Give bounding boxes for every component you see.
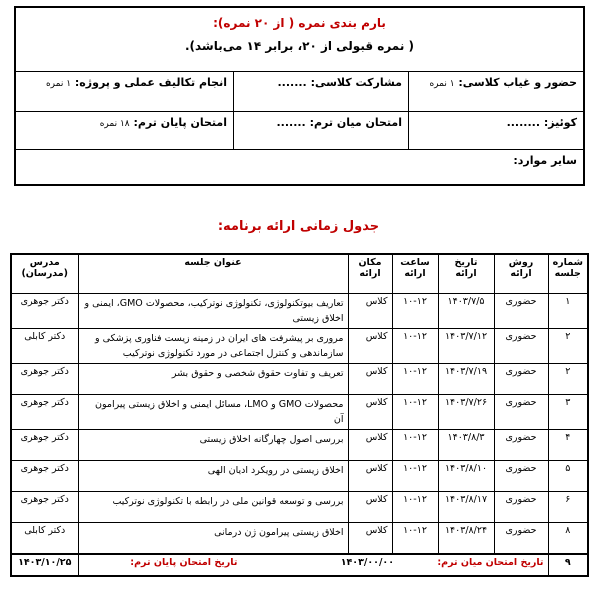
delivery-method: حضوری [494, 329, 548, 364]
final-date-label: تاریخ امتحان پایان ترم: [130, 557, 238, 568]
session-teacher: دکتر کابلی [11, 523, 78, 555]
col-header-teacher: مدرس (مدرسان) [11, 254, 78, 294]
schedule-table [10, 253, 589, 577]
session-date: ۱۴۰۳/۷/۱۹ [438, 364, 494, 395]
schedule-title: جدول زمانی ارائه برنامه: [217, 219, 380, 234]
session-title: بررسی اصول چهارگانه اخلاق زیستی [78, 430, 348, 461]
midterm-cell [233, 112, 408, 149]
grading-row-3 [16, 150, 583, 184]
assignments-value: ۱ نمره [45, 79, 72, 89]
session-teacher: دکتر جوهری [11, 430, 78, 461]
col-header-date: تاریخ ارائه [438, 254, 494, 294]
participation-cell [233, 72, 408, 111]
session-number: ۵ [548, 461, 588, 492]
session-time: ۱۰-۱۲ [392, 329, 438, 364]
table-row [11, 523, 588, 555]
final-value: ۱۸ نمره [99, 119, 130, 129]
final-cell [16, 112, 233, 149]
midterm-label: امتحان میان ترم: ....... [276, 116, 402, 129]
session-time: ۱۰-۱۲ [392, 523, 438, 555]
table-row [11, 395, 588, 430]
session-place: کلاس [348, 461, 392, 492]
delivery-method: حضوری [494, 395, 548, 430]
session-teacher: دکتر جوهری [11, 364, 78, 395]
session-teacher: دکتر جوهری [11, 294, 78, 329]
session-place: کلاس [348, 329, 392, 364]
table-row [11, 461, 588, 492]
assignments-cell [16, 72, 233, 111]
table-row [11, 364, 588, 395]
other-label: سایر موارد: [513, 154, 577, 167]
session-time: ۱۰-۱۲ [392, 395, 438, 430]
session-title: محصولات GMO و LMO، مسائل ایمنی و اخلاق زیستی پیرامون آن [78, 395, 348, 430]
midterm-date-label: تاریخ امتحان میان ترم: [437, 557, 544, 568]
delivery-method: حضوری [494, 294, 548, 329]
session-date: ۱۴۰۳/۸/۱۷ [438, 492, 494, 523]
session-time: ۱۰-۱۲ [392, 364, 438, 395]
session-title: بررسی و توسعه قوانین ملی در رابطه با تکنولوژی نوترکیب [78, 492, 348, 523]
session-title: اخلاق زیستی در رویکرد ادیان الهی [78, 461, 348, 492]
session-place: کلاس [348, 364, 392, 395]
table-row [11, 492, 588, 523]
session-time: ۱۰-۱۲ [392, 461, 438, 492]
schedule-body [11, 294, 588, 555]
session-date: ۱۴۰۳/۸/۱۰ [438, 461, 494, 492]
table-header-row [11, 254, 588, 294]
delivery-method: حضوری [494, 364, 548, 395]
session-date: ۱۴۰۳/۷/۲۶ [438, 395, 494, 430]
grading-row-1 [16, 72, 583, 112]
midterm-date-value: ۱۴۰۳/۰۰/۰۰ [340, 557, 395, 568]
session-number: ۴ [548, 430, 588, 461]
midterm-date-cell [78, 554, 548, 576]
session-place: کلاس [348, 430, 392, 461]
session-place: کلاس [348, 294, 392, 329]
col-header-time: ساعت ارائه [392, 254, 438, 294]
session-number: ۳ [548, 395, 588, 430]
session-date: ۱۴۰۳/۸/۲۴ [438, 523, 494, 555]
col-header-title: عنوان جلسه [78, 254, 348, 294]
session-time: ۱۰-۱۲ [392, 430, 438, 461]
session-teacher: دکتر جوهری [11, 461, 78, 492]
table-row [11, 329, 588, 364]
grading-title: بارم بندی نمره ( از ۲۰ نمره): [213, 16, 386, 30]
delivery-method: حضوری [494, 492, 548, 523]
session-teacher: دکتر کابلی [11, 329, 78, 364]
table-row [11, 430, 588, 461]
grading-subtitle: ( نمره قبولی از ۲۰، برابر ۱۴ می‌باشد). [184, 39, 415, 53]
exam-dates-row [11, 554, 588, 576]
session-date: ۱۴۰۳/۸/۳ [438, 430, 494, 461]
delivery-method: حضوری [494, 523, 548, 555]
session-number: ۲ [548, 329, 588, 364]
session-place: کلاس [348, 395, 392, 430]
attendance-value: ۱ نمره [429, 79, 455, 89]
col-header-place: مکان ارائه [348, 254, 392, 294]
session-teacher: دکتر جوهری [11, 395, 78, 430]
grading-row-2 [16, 112, 583, 150]
col-header-method: روش ارائه [494, 254, 548, 294]
session-title: مروری بر پیشرفت های ایران در زمینه زیست فناوری پزشکی و سازماندهی و کنترل اجتماعی در مورد تکنولوژی نوترکیب [78, 329, 348, 364]
final-date-value: ۱۴۰۳/۱۰/۲۵ [11, 554, 78, 576]
delivery-method: حضوری [494, 461, 548, 492]
grading-box [14, 6, 585, 186]
session-date: ۱۴۰۳/۷/۱۲ [438, 329, 494, 364]
session-date: ۱۴۰۳/۷/۵ [438, 294, 494, 329]
grading-header [16, 8, 583, 72]
session-title: تعریف و تفاوت حقوق شخصی و حقوق بشر [78, 364, 348, 395]
delivery-method: حضوری [494, 430, 548, 461]
table-row [11, 294, 588, 329]
session-title: تعاریف بیوتکنولوژی، تکنولوژی نوترکیب، محصولات GMO، ایمنی و اخلاق زیستی [78, 294, 348, 329]
attendance-label: حضور و غیاب کلاسی: [458, 76, 577, 89]
quiz-cell [408, 112, 583, 149]
session-teacher: دکتر جوهری [11, 492, 78, 523]
final-label: امتحان پایان ترم: [133, 116, 227, 129]
attendance-cell [408, 72, 583, 111]
col-header-session: شماره جلسه [548, 254, 588, 294]
quiz-label: کوئیز: ........ [506, 116, 577, 129]
session-number: ۸ [548, 523, 588, 555]
session-number: ۱ [548, 294, 588, 329]
session-time: ۱۰-۱۲ [392, 492, 438, 523]
participation-label: مشارکت کلاسی: ....... [277, 76, 402, 89]
other-cell [16, 150, 583, 184]
footer-session-number: ۹ [548, 554, 588, 576]
session-place: کلاس [348, 523, 392, 555]
session-number: ۲ [548, 364, 588, 395]
session-time: ۱۰-۱۲ [392, 294, 438, 329]
session-title: اخلاق زیستی پیرامون ژن درمانی [78, 523, 348, 555]
assignments-label: انجام تکالیف عملی و پروژه: [74, 76, 227, 89]
session-place: کلاس [348, 492, 392, 523]
session-number: ۶ [548, 492, 588, 523]
